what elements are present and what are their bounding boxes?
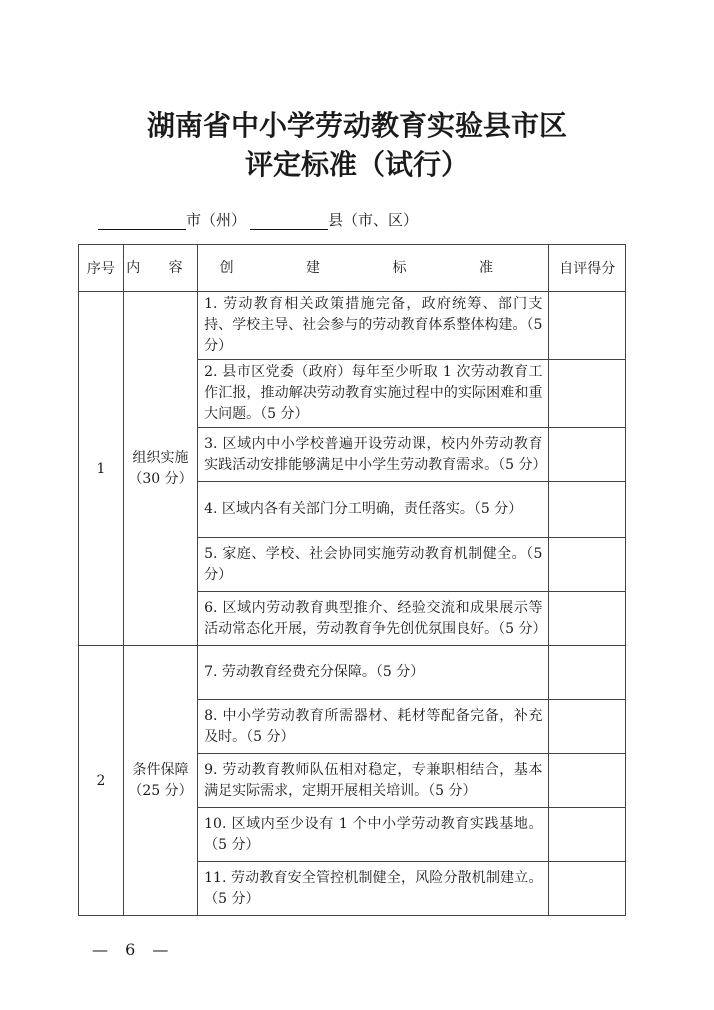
- self-score-cell[interactable]: [549, 754, 626, 808]
- self-score-cell[interactable]: [549, 360, 626, 428]
- document-title-line-2: 评定标准（试行）: [244, 148, 469, 181]
- criterion-text: 10. 区域内至少设有 1 个中小学劳动教育实践基地。（5 分）: [198, 808, 549, 862]
- self-score-cell[interactable]: [549, 538, 626, 592]
- category-points: （30 分）: [128, 470, 193, 487]
- header-criteria: 创 建 标 准: [198, 245, 549, 292]
- page-number: — 6 —: [92, 940, 175, 959]
- county-blank-field[interactable]: [250, 215, 328, 230]
- group-category: [123, 646, 197, 916]
- criterion-text: 9. 劳动教育教师队伍相对稳定，专兼职相结合，基本满足实际需求，定期开展相关培训。（5 分）: [198, 754, 549, 808]
- criterion-text: 11. 劳动教育安全管控机制健全，风险分散机制建立。（5 分）: [198, 862, 549, 916]
- category-points: （25 分）: [128, 782, 193, 799]
- table-row: [79, 646, 626, 700]
- self-score-cell[interactable]: [549, 862, 626, 916]
- group-category: [123, 292, 197, 646]
- criterion-text: 1. 劳动教育相关政策措施完备，政府统筹、部门支持、学校主导、社会参与的劳动教育体系整体构建。（5 分）: [198, 292, 549, 360]
- self-score-cell[interactable]: [549, 428, 626, 482]
- criterion-text: 5. 家庭、学校、社会协同实施劳动教育机制健全。（5 分）: [198, 538, 549, 592]
- category-name: 条件保障: [132, 761, 189, 778]
- category-name: 组织实施: [132, 449, 189, 466]
- self-score-cell[interactable]: [549, 700, 626, 754]
- document-title-line-1: 湖南省中小学劳动教育实验县市区: [146, 109, 567, 142]
- self-score-cell[interactable]: [549, 592, 626, 646]
- criterion-text: 2. 县市区党委（政府）每年至少听取 1 次劳动教育工作汇报，推动解决劳动教育实施过程中的实际困难和重大问题。（5 分）: [198, 360, 549, 428]
- criterion-text: 8. 中小学劳动教育所需器材、耗材等配备完备，补充及时。（5 分）: [198, 700, 549, 754]
- criterion-text: 7. 劳动教育经费充分保障。（5 分）: [198, 646, 549, 700]
- header-content: 内 容: [123, 245, 197, 292]
- criterion-text: 3. 区域内中小学校普遍开设劳动课，校内外劳动教育实践活动安排能够满足中小学生劳动教育需求。（5 分）: [198, 428, 549, 482]
- county-label: 县（市、区）: [328, 211, 419, 229]
- criterion-text: 4. 区域内各有关部门分工明确，责任落实。（5 分）: [198, 482, 549, 538]
- table-row: [79, 292, 626, 360]
- self-score-cell[interactable]: [549, 482, 626, 538]
- self-score-cell[interactable]: [549, 292, 626, 360]
- city-label: 市（州）: [186, 211, 247, 229]
- self-score-cell[interactable]: [549, 646, 626, 700]
- table-header-row: [79, 245, 626, 292]
- city-blank-field[interactable]: [98, 215, 186, 230]
- group-number: 2: [79, 646, 124, 916]
- criteria-table: [78, 244, 626, 916]
- criterion-text: 6. 区域内劳动教育典型推介、经验交流和成果展示等活动常态化开展，劳动教育争先创优氛围良好。（5 分）: [198, 592, 549, 646]
- region-fill-line: [98, 209, 418, 230]
- header-number: 序号: [79, 245, 124, 292]
- self-score-cell[interactable]: [549, 808, 626, 862]
- header-self-score: 自评得分: [549, 245, 626, 292]
- group-number: 1: [79, 292, 124, 646]
